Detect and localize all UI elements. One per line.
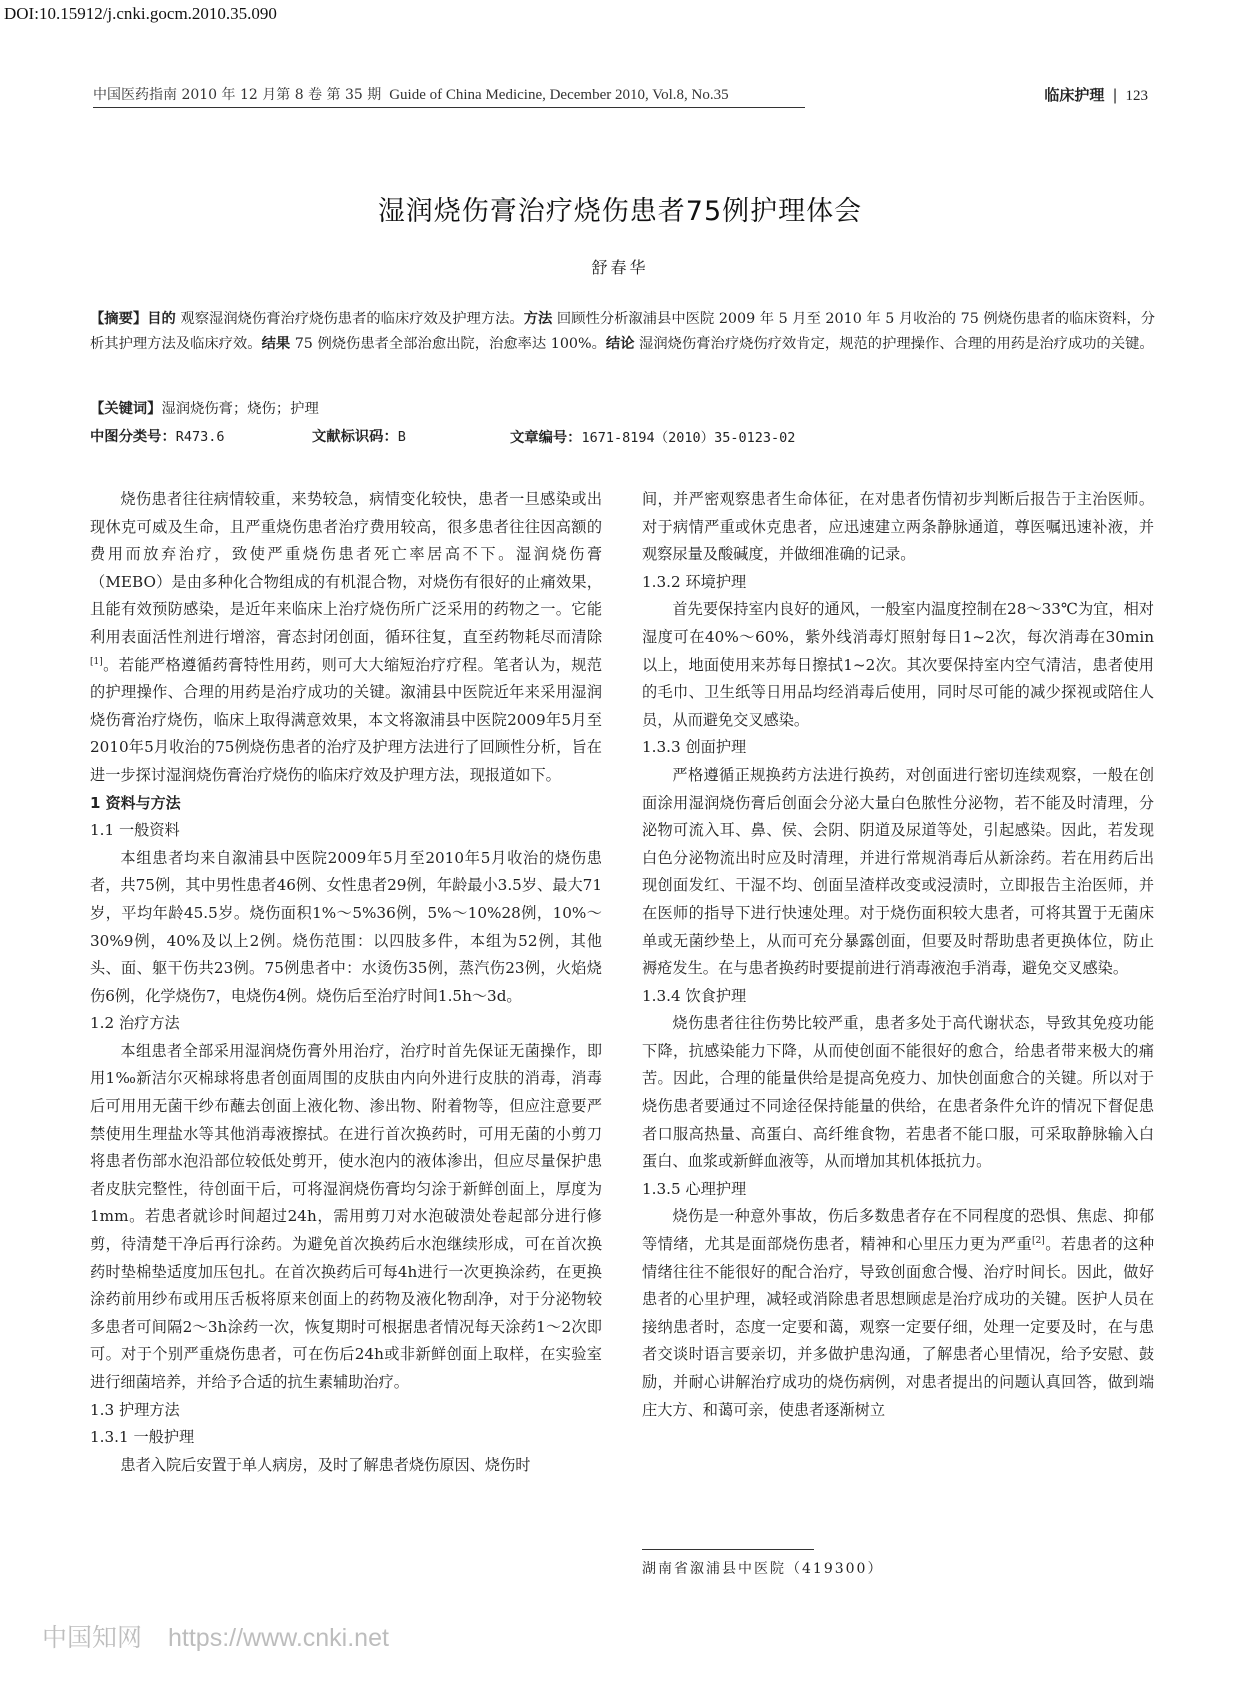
journal-en: Guide of China Medicine, December 2010, Vol.8, No.35 [389,87,729,103]
clc-label: 中图分类号： [90,429,176,445]
heading-diet-nursing: 1.3.4 饮食护理 [642,986,747,1005]
page-number: 123 [1125,88,1148,104]
separator: | [1112,86,1118,104]
paragraph-psych-nursing [642,1203,1154,1424]
paragraph-wound-nursing: 严格遵循正规换药方法进行换药，对创面进行密切连续观察，一般在创面涂用湿润烧伤膏后创面会分泌大量白色脓性分泌物，若不能及时清理，分泌物可流入耳、鼻、侯、会阴、阴道及尿道等处，引起感染。因此，若发现白色分泌物流出时应及时清理，并进行常规消毒后从新涂药。若在用药后出现创面发红、干湿不均、创面呈渣样改变或浸渍时，立即报告主治医师，并在医师的指导下进行快速处理。对于烧伤面积较大患者，可将其置于无菌床单或无菌纱垫上，从而可充分暴露创面，但要及时帮助患者更换体位，防止褥疮发生。在与患者换药时要提前进行消毒液泡手消毒，避免交叉感染。 [642,765,1154,978]
heading-psych-nursing: 1.3.5 心理护理 [642,1179,747,1198]
citation-2[interactable]: [2] [1032,1235,1045,1246]
keywords-label: 【关键词】 [90,401,162,417]
methods-label: 方法 [523,311,553,327]
heading-nursing-methods: 1.3 护理方法 [90,1400,180,1419]
conclusion-label: 结论 [605,336,635,352]
doc-code [312,426,406,446]
clc-value: R473.6 [175,429,225,445]
keywords [90,398,1155,418]
citation-1[interactable]: [1] [90,656,103,667]
section-name: 临床护理 [1044,86,1105,104]
conclusion-text: 湿润烧伤膏治疗烧伤疗效肯定，规范的护理操作、合理的用药是治疗成功的关键。 [634,336,1154,352]
heading-materials-methods: 1 资料与方法 [90,793,181,812]
author-affiliation: 湖南省溆浦县中医院（419300） [642,1561,884,1577]
heading-environment-nursing: 1.3.2 环境护理 [642,572,747,591]
body-column-left [90,486,602,1479]
intro-text: 烧伤患者往往病情较重，来势较急，病情变化较快，患者一旦感染或出现休克可威及生命，且严重烧伤患者治疗费用较高，很多患者往往因高额的费用而放弃治疗，致使严重烧伤患者死亡率居高不下。湿润烧伤膏（MEBO）是由多种化合物组成的有机混合物，对烧伤有很好的止痛效果，且能有效预防感染，是近年来临床上治疗烧伤所广泛采用的药物之一。它能利用表面活性剂进行增溶，膏态封闭创面，循环往复，直至药物耗尽而清除 [90,490,602,646]
article-value: 1671-8194（2010）35-0123-02 [581,430,796,446]
paragraph-general-data: 本组患者均来自溆浦县中医院2009年5月至2010年5月收治的烧伤患者，共75例，其中男性患者46例、女性患者29例，年龄最小3.5岁、最大71岁，平均年龄45.5岁。烧伤面积1%～5%36例，5%～10%28例，10%～30%9例，40%及以上2例。烧伤范围：以四肢多件，本组为52例，其他头、面、躯干伤共23例。75例患者中：水烫伤35例，蒸汽伤23例，火焰烧伤6例，化学烧伤7，电烧伤4例。烧伤后至治疗时间1.5h～3d。 [90,848,602,1005]
watermark-brand: 中国知网 [42,1623,143,1652]
psych-text-end: 。若患者的这种情绪往往不能很好的配合治疗，导致创面愈合慢、治疗时间长。因此，做好患者的心里护理，减轻或消除患者思想顾虑是治疗成功的关键。医护人员在接纳患者时，态度一定要和蔼，观察一定要仔细，处理一定要及时，在与患者交谈时语言要亲切，并多做护患沟通，了解患者心里情况，给予安慰、鼓励，并耐心讲解治疗成功的烧伤病例，对患者提出的问题认真回答，做到端庄大方、和蔼可亲，使患者逐渐树立 [642,1235,1155,1419]
article-number [510,426,795,447]
cnki-watermark [42,1618,389,1654]
heading-treatment: 1.2 治疗方法 [90,1014,180,1033]
paragraph-general-nursing: 患者入院后安置于单人病房，及时了解患者烧伤原因、烧伤时 [120,1455,531,1474]
section-page [1044,84,1148,105]
heading-wound-nursing: 1.3.3 创面护理 [642,738,747,757]
paragraph-environment-nursing: 首先要保持室内良好的通风，一般室内温度控制在28～33℃为宜，相对湿度可在40%～60%，紫外线消毒灯照射每日1~2次，每次消毒在30min以上，地面使用来苏每日擦拭1~2次。其次要保持室内空气清洁，患者使用的毛巾、卫生纸等日用品均经消毒后使用，同时尽可能的减少探视或陪住人员，从而避免交叉感染。 [642,600,1154,729]
doc-value: B [397,429,406,445]
objective-label: 目的 [147,311,176,327]
clc-number [90,426,225,446]
abstract-label: 【摘要】 [90,311,148,327]
methods-text: 回顾性分析溆浦县中医院 2009 年 5 月至 2010 年 5 月收治的 75 例烧伤患者的临床资料，分析其护理方法及临床疗效。 [90,311,1156,352]
running-header [93,84,1148,110]
author: 舒春华 [591,258,649,277]
paragraph-diet-nursing: 烧伤患者往往伤势比较严重，患者多处于高代谢状态，导致其免疫功能下降，抗感染能力下降，从而使创面不能很好的愈合，给患者带来极大的痛苦。因此，合理的能量供给是提高免疫力、加快创面愈合的关键。所以对于烧伤患者要通过不同途径保持能量的供给，在患者条件允许的情况下督促患者口服高热量、高蛋白、高纤维食物，若患者不能口服，可采取静脉输入白蛋白、血浆或新鲜血液等，从而增加其机体抵抗力。 [642,1014,1154,1171]
heading-general-nursing: 1.3.1 一般护理 [90,1428,195,1447]
body-column-right [642,486,1154,1424]
watermark-url[interactable]: https://www.cnki.net [168,1624,389,1652]
article-label: 文章编号： [510,430,582,446]
results-label: 结果 [261,336,291,352]
intro-text-end: 。若能严格遵循药膏特性用药，则可大大缩短治疗疗程。笔者认为，规范的护理操作、合理的用药是治疗成功的关键。溆浦县中医院近年来采用湿润烧伤膏治疗烧伤，临床上取得满意效果，本文将溆浦县中医院2009年5月至2010年5月收治的75例烧伤患者的治疗及护理方法进行了回顾性分析，旨在进一步探讨湿润烧伤膏治疗烧伤的临床疗效及护理方法，现报道如下。 [90,655,602,784]
keywords-text: 湿润烧伤膏；烧伤；护理 [161,401,319,417]
objective-text: 观察湿润烧伤膏治疗烧伤患者的临床疗效及护理方法。 [175,311,524,327]
article-title: 湿润烧伤膏治疗烧伤患者75例护理体会 [377,196,863,227]
doc-label: 文献标识码： [312,429,398,445]
abstract [90,307,1155,357]
footnote-rule [642,1549,814,1550]
paragraph-treatment: 本组患者全部采用湿润烧伤膏外用治疗，治疗时首先保证无菌操作，即用1‰新洁尔灭棉球将患者创面周围的皮肤由内向外进行皮肤的消毒，消毒后可用用无菌干纱布蘸去创面上液化物、渗出物、附着物等，但应注意要严禁使用生理盐水等其他消毒液擦拭。在进行首次换药时，可用无菌的小剪刀将患者伤部水泡沿部位较低处剪开，使水泡内的液体渗出，但应尽量保护患者皮肤完整性，待创面干后，可将湿润烧伤膏均匀涂于新鲜创面上，厚度为1mm。若患者就诊时间超过24h，需用剪刀对水泡破溃处卷起部分进行修剪，待清楚干净后再行涂药。为避免首次换药后水泡继续形成，可在首次换药时垫棉垫适度加压包扎。在首次换药后可每4h进行一次更换涂药，在更换涂药前用纱布或用压舌板将原来创面上的药物及液化物刮净，对于分泌物较多患者可间隔2～3h涂药一次，恢复期时可根据患者情况每天涂药1～2次即可。对于个别严重烧伤患者，可在伤后24h或非新鲜创面上取样，在实验室进行细菌培养，并给予合适的抗生素辅助治疗。 [90,1041,602,1391]
classification-line [90,426,1155,450]
journal-cn: 中国医药指南 2010 年 12 月第 8 卷 第 35 期 [93,87,382,103]
psych-text: 烧伤是一种意外事故，伤后多数患者存在不同程度的恐惧、焦虑、抑郁等情绪，尤其是面部烧伤患者，精神和心里压力更为严重 [642,1207,1154,1254]
doi-text[interactable]: DOI:10.15912/j.cnki.gocm.2010.35.090 [4,4,277,23]
heading-general-data: 1.1 一般资料 [90,821,180,840]
paragraph-general-nursing-cont: 间，并严密观察患者生命体征，在对患者伤情初步判断后报告于主治医师。对于病情严重或休克患者，应迅速建立两条静脉通道，尊医嘱迅速补液，并观察尿量及酸碱度，并做细准确的记录。 [642,490,1154,564]
results-text: 75 例烧伤患者全部治愈出院，治愈率达 100%。 [290,336,606,352]
journal-info [93,84,805,108]
intro-paragraph [90,486,602,790]
